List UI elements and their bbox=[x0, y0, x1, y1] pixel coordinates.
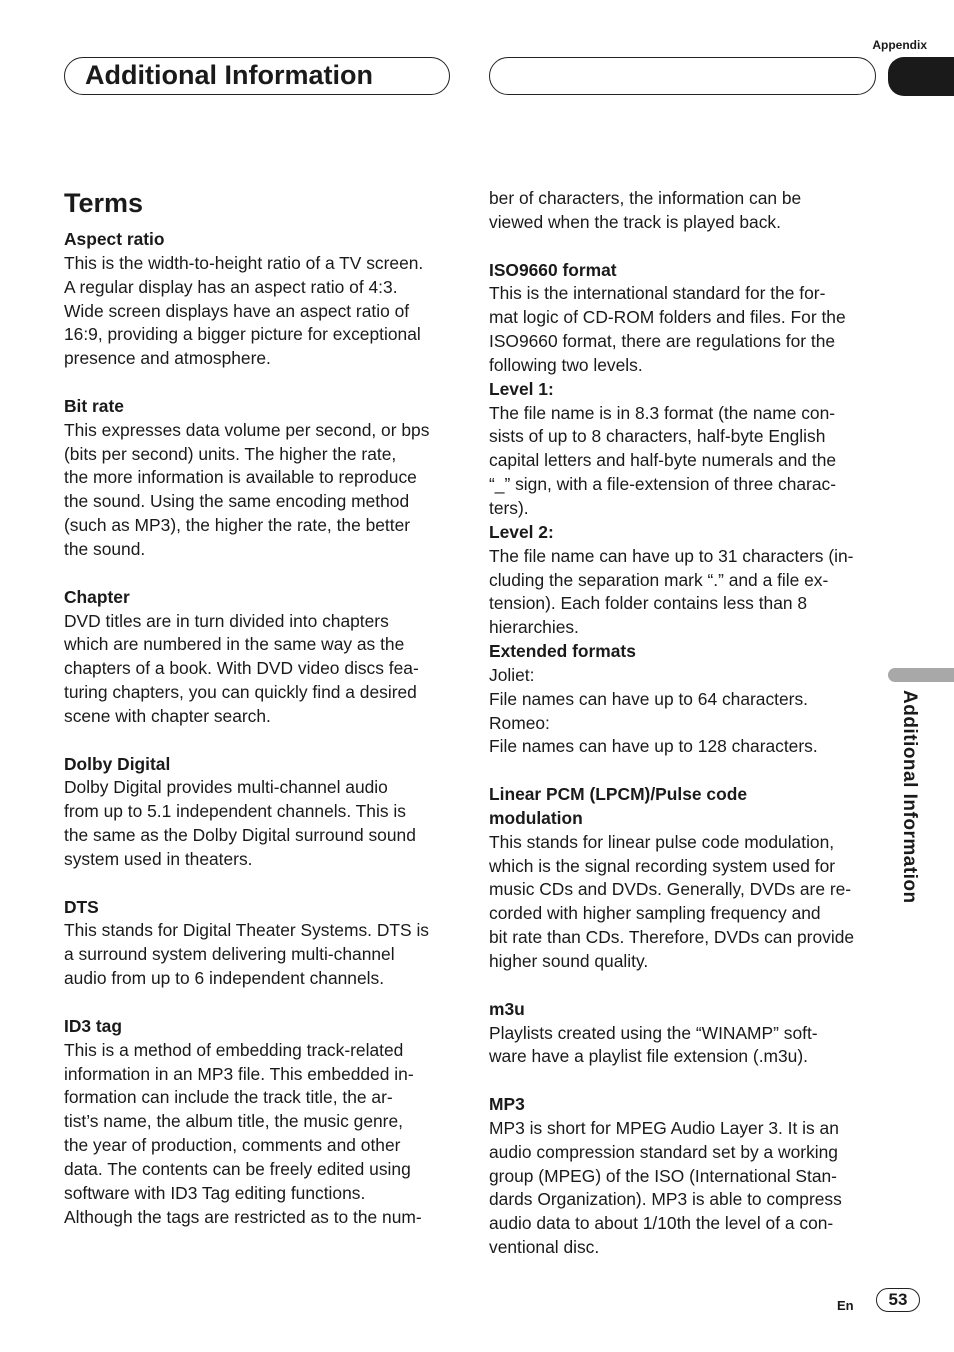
term-text: capital letters and half-byte numerals and the bbox=[489, 450, 837, 471]
side-tab-label: Additional Information bbox=[899, 690, 920, 904]
term-text: tension). Each folder contains less than 8 bbox=[489, 593, 808, 614]
term-heading: Linear PCM (LPCM)/Pulse code bbox=[489, 784, 747, 805]
header-empty-frame bbox=[489, 57, 876, 95]
term-text: formation can include the track title, the ar- bbox=[64, 1087, 393, 1108]
term-text: “_” sign, with a file-extension of three charac- bbox=[489, 474, 837, 495]
term-text: tist’s name, the album title, the music genre, bbox=[64, 1111, 403, 1132]
term-text: from up to 5.1 independent channels. This is bbox=[64, 801, 406, 822]
term-text: audio data to about 1/10th the level of a con- bbox=[489, 1213, 834, 1234]
term-text: sists of up to 8 characters, half-byte English bbox=[489, 426, 826, 447]
term-text: data. The contents can be freely edited using bbox=[64, 1158, 411, 1179]
term-text: the more information is available to reproduce bbox=[64, 467, 417, 488]
page-title: Terms bbox=[64, 188, 144, 218]
term-text: the year of production, comments and other bbox=[64, 1135, 401, 1156]
term-entry bbox=[489, 783, 881, 974]
subheading-level-2: Level 2: bbox=[489, 521, 554, 542]
term-heading: Chapter bbox=[64, 586, 130, 607]
term-heading: m3u bbox=[489, 998, 525, 1019]
term-heading: Aspect ratio bbox=[64, 229, 165, 249]
term-text: group (MPEG) of the ISO (International Stan- bbox=[489, 1165, 837, 1186]
term-text: This expresses data volume per second, or bps bbox=[64, 419, 430, 440]
term-text: File names can have up to 128 characters. bbox=[489, 736, 818, 757]
right-term-list bbox=[489, 783, 881, 1260]
term-text: This is a method of embedding track-related bbox=[64, 1039, 404, 1060]
term-text: Romeo: bbox=[489, 712, 550, 733]
term-text: This stands for linear pulse code modulation, bbox=[489, 831, 835, 852]
term-text: 16:9, providing a bigger picture for exceptional bbox=[64, 324, 421, 345]
term-heading: MP3 bbox=[489, 1094, 525, 1115]
term-entry bbox=[489, 998, 881, 1070]
term-text: This stands for Digital Theater Systems. DTS is bbox=[64, 920, 429, 941]
term-text: scene with chapter search. bbox=[64, 705, 271, 726]
appendix-label: Appendix bbox=[872, 38, 927, 52]
term-text: This is the international standard for the for- bbox=[489, 283, 826, 304]
right-column bbox=[489, 187, 881, 1284]
term-text: MP3 is short for MPEG Audio Layer 3. It is an bbox=[489, 1117, 839, 1138]
term-text: a surround system delivering multi-channel bbox=[64, 944, 395, 965]
continued-term-text bbox=[489, 187, 881, 235]
term-text: cluding the separation mark “.” and a file ex- bbox=[489, 569, 829, 590]
term-text: audio compression standard set by a working bbox=[489, 1141, 838, 1162]
subheading-extended-formats: Extended formats bbox=[489, 641, 636, 662]
term-text: the sound. bbox=[64, 538, 146, 559]
left-term-list bbox=[64, 228, 456, 1229]
term-entry bbox=[489, 1093, 881, 1260]
term-text: Playlists created using the “WINAMP” soft- bbox=[489, 1022, 818, 1043]
term-text: bit rate than CDs. Therefore, DVDs can provide bbox=[489, 927, 855, 948]
term-text: A regular display has an aspect ratio of 4:3. bbox=[64, 276, 398, 297]
term-body bbox=[489, 282, 881, 759]
term-heading: Bit rate bbox=[64, 395, 124, 416]
term-text: ters). bbox=[489, 497, 529, 518]
term-text: (bits per second) units. The higher the rate, bbox=[64, 443, 397, 464]
section-tab-marker bbox=[888, 57, 954, 96]
term-text: chapters of a book. With DVD video discs fea- bbox=[64, 658, 419, 679]
language-code: En bbox=[837, 1298, 854, 1313]
page-number: 53 bbox=[876, 1288, 920, 1312]
term-text: hierarchies. bbox=[489, 617, 579, 638]
term-text: ISO9660 format, there are regulations for the bbox=[489, 331, 836, 352]
side-tab-marker bbox=[888, 668, 954, 682]
term-text: software with ID3 Tag editing functions. bbox=[64, 1182, 366, 1203]
term-entry bbox=[64, 1015, 456, 1230]
term-text: The file name is in 8.3 format (the name con- bbox=[489, 402, 836, 423]
term-text: ware have a playlist file extension (.m3u). bbox=[489, 1046, 808, 1067]
term-entry bbox=[64, 395, 456, 562]
term-heading: modulation bbox=[489, 807, 583, 828]
term-text: File names can have up to 64 characters. bbox=[489, 688, 809, 709]
term-entry bbox=[64, 896, 456, 991]
term-text: following two levels. bbox=[489, 354, 643, 375]
term-text: DVD titles are in turn divided into chapters bbox=[64, 610, 389, 631]
term-text: (such as MP3), the higher the rate, the better bbox=[64, 515, 411, 536]
term-text: presence and atmosphere. bbox=[64, 348, 271, 369]
term-text: music CDs and DVDs. Generally, DVDs are re- bbox=[489, 879, 852, 900]
term-text: the same as the Dolby Digital surround sound bbox=[64, 825, 416, 846]
term-text: mat logic of CD-ROM folders and files. For the bbox=[489, 307, 846, 328]
term-text: Joliet: bbox=[489, 664, 535, 685]
term-text: corded with higher sampling frequency and bbox=[489, 903, 821, 924]
term-text: the sound. Using the same encoding method bbox=[64, 491, 410, 512]
section-header bbox=[64, 57, 450, 95]
term-text: Dolby Digital provides multi-channel audio bbox=[64, 777, 388, 798]
term-iso9660 bbox=[489, 259, 881, 760]
term-text: Wide screen displays have an aspect ratio of bbox=[64, 300, 410, 321]
term-text: This is the width-to-height ratio of a TV screen. bbox=[64, 252, 424, 273]
subheading-level-1: Level 1: bbox=[489, 378, 554, 399]
term-text: system used in theaters. bbox=[64, 848, 253, 869]
term-text: which are numbered in the same way as the bbox=[64, 634, 405, 655]
section-title: Additional Information bbox=[85, 60, 373, 90]
term-text: audio from up to 6 independent channels. bbox=[64, 968, 385, 989]
term-text: Although the tags are restricted as to the num- bbox=[64, 1206, 422, 1227]
term-text: higher sound quality. bbox=[489, 951, 649, 971]
term-entry bbox=[64, 586, 456, 729]
term-text: turing chapters, you can quickly find a desired bbox=[64, 682, 417, 703]
left-column bbox=[64, 186, 456, 1253]
term-entry bbox=[64, 228, 456, 371]
continued-text: viewed when the track is played back. bbox=[489, 211, 781, 232]
term-text: ventional disc. bbox=[489, 1237, 600, 1258]
term-text: The file name can have up to 31 characters (in- bbox=[489, 545, 854, 566]
term-text: dards Organization). MP3 is able to compress bbox=[489, 1189, 842, 1210]
term-text: information in an MP3 file. This embedded in- bbox=[64, 1063, 414, 1084]
term-heading: DTS bbox=[64, 896, 99, 917]
continued-text: ber of characters, the information can be bbox=[489, 188, 802, 208]
term-heading: ID3 tag bbox=[64, 1015, 122, 1036]
term-text: which is the signal recording system used for bbox=[489, 855, 836, 876]
term-heading: Dolby Digital bbox=[64, 753, 171, 774]
term-entry bbox=[64, 753, 456, 872]
term-heading: ISO9660 format bbox=[489, 259, 617, 280]
